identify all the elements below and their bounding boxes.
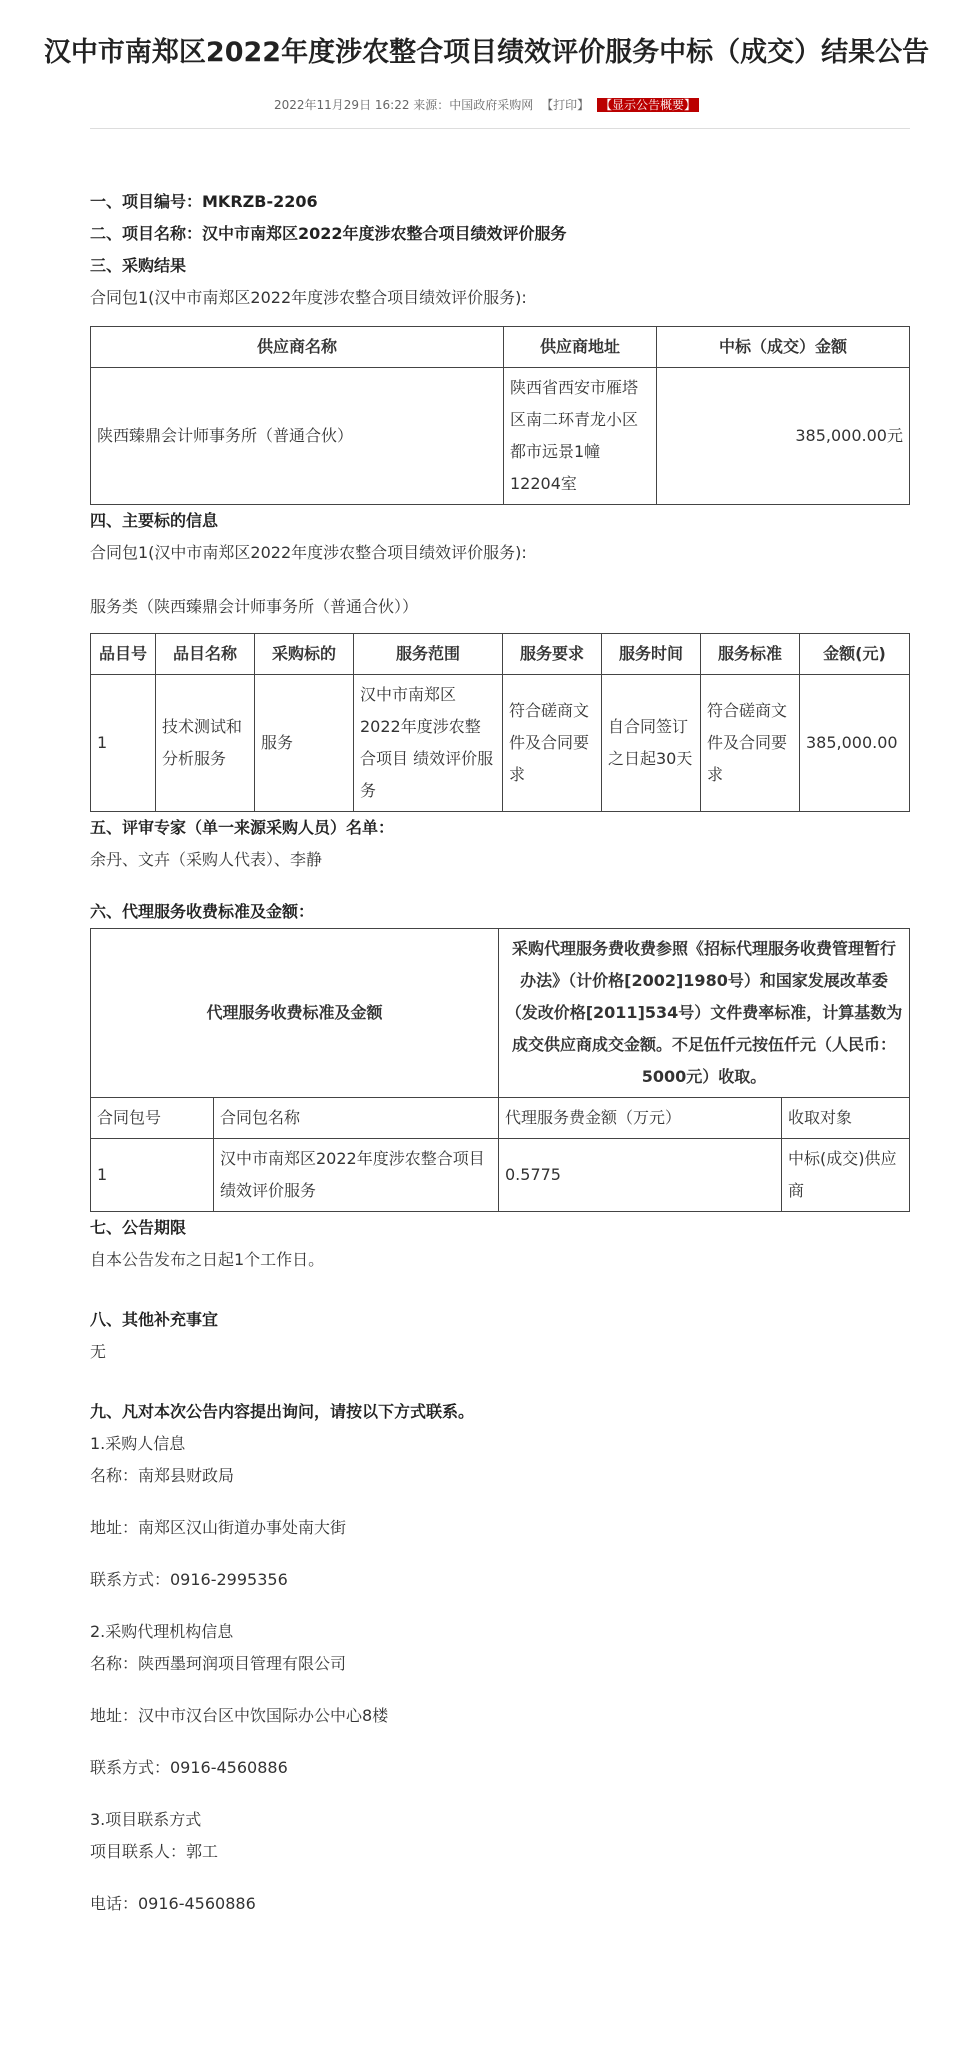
table-header: 服务标准 — [701, 634, 800, 675]
announcement-body — [90, 186, 910, 1920]
table-header: 服务时间 — [602, 634, 701, 675]
contact-title: 3.项目联系方式 — [90, 1810, 202, 1829]
other-matters-text: 无 — [90, 1342, 107, 1361]
service-requirement: 符合磋商文件及合同要求 — [503, 675, 602, 812]
table-header: 服务范围 — [354, 634, 503, 675]
item-amount: 385,000.00 — [800, 675, 910, 812]
award-amount: 385,000.00元 — [657, 368, 910, 505]
result-table — [90, 326, 910, 505]
expert-names: 余丹、文卉（采购人代表）、李静 — [90, 850, 323, 869]
page-title: 汉中市南郑区2022年度涉农整合项目绩效评价服务中标（成交）结果公告 — [43, 37, 930, 68]
contact-phone: 电话：0916-4560886 — [90, 1894, 256, 1913]
section-notice-period: 七、公告期限 — [90, 1218, 187, 1237]
summary-toggle-button[interactable]: 【显示公告概要】 — [597, 98, 699, 112]
notice-period-text: 自本公告发布之日起1个工作日。 — [90, 1250, 325, 1269]
fee-standard-text: 采购代理服务费收费参照《招标代理服务收费管理暂行办法》（计价格[2002]1980号）和国家发展改革委（发改价格[2011]534号）文件费率标准，计算基数为成交供应商成交金额。不足伍仟元按伍仟元（人民币：5000元）收取。 — [499, 929, 910, 1098]
section-project-name: 二、项目名称：汉中市南郑区2022年度涉农整合项目绩效评价服务 — [90, 224, 567, 243]
section-agency-fee: 六、代理服务收费标准及金额： — [90, 902, 315, 921]
section-result: 三、采购结果 — [90, 256, 187, 275]
table-row — [91, 368, 910, 505]
contact-person: 项目联系人：郭工 — [90, 1842, 219, 1861]
service-category: 服务类（陕西臻鼎会计师事务所（普通合伙）） — [90, 597, 419, 616]
package-name: 汉中市南郑区2022年度涉农整合项目绩效评价服务 — [214, 1139, 499, 1212]
table-row — [91, 675, 910, 812]
print-link[interactable]: 【打印】 — [541, 98, 590, 112]
item-name: 技术测试和分析服务 — [156, 675, 255, 812]
table-header: 供应商名称 — [91, 327, 504, 368]
purchaser-name: 名称：南郑县财政局 — [90, 1466, 235, 1485]
purchaser-address: 地址：南郑区汉山街道办事处南大街 — [90, 1518, 347, 1537]
table-header: 品目名称 — [156, 634, 255, 675]
agency-phone: 联系方式：0916-4560886 — [90, 1758, 288, 1777]
table-header-row — [91, 634, 910, 675]
table-header-row — [91, 327, 910, 368]
table-header: 合同包号 — [91, 1098, 214, 1139]
agency-name: 名称：陕西墨珂润项目管理有限公司 — [90, 1654, 347, 1673]
section-subject-info: 四、主要标的信息 — [90, 511, 219, 530]
table-row — [91, 1139, 910, 1212]
table-header: 合同包名称 — [214, 1098, 499, 1139]
table-header: 采购标的 — [255, 634, 354, 675]
purchaser-phone: 联系方式：0916-2995356 — [90, 1570, 288, 1589]
agency-title: 2.采购代理机构信息 — [90, 1622, 234, 1641]
purchaser-title: 1.采购人信息 — [90, 1434, 186, 1453]
fee-payer: 中标(成交)供应商 — [782, 1139, 910, 1212]
table-header: 中标（成交）金额 — [657, 327, 910, 368]
item-number: 1 — [91, 675, 156, 812]
table-header: 品目号 — [91, 634, 156, 675]
package-label: 合同包1(汉中市南郑区2022年度涉农整合项目绩效评价服务): — [90, 543, 527, 562]
section-experts: 五、评审专家（单一来源采购人员）名单： — [90, 818, 395, 837]
fee-standard-row — [91, 929, 910, 1098]
table-header: 金额(元) — [800, 634, 910, 675]
section-project-number: 一、项目编号：MKRZB-2206 — [90, 192, 318, 211]
package-label: 合同包1(汉中市南郑区2022年度涉农整合项目绩效评价服务): — [90, 288, 527, 307]
service-time: 自合同签订之日起30天 — [602, 675, 701, 812]
agency-fee-table — [90, 928, 910, 1212]
meta-line — [0, 96, 973, 113]
supplier-address: 陕西省西安市雁塔区南二环青龙小区都市远景1幢12204室 — [504, 368, 657, 505]
table-header-row — [91, 1098, 910, 1139]
procurement-subject: 服务 — [255, 675, 354, 812]
agency-fee-amount: 0.5775 — [499, 1139, 782, 1212]
source: 来源：中国政府采购网 — [413, 98, 534, 112]
table-header: 服务要求 — [503, 634, 602, 675]
subject-table — [90, 633, 910, 812]
agency-address: 地址：汉中市汉台区中饮国际办公中心8楼 — [90, 1706, 389, 1725]
fee-standard-header: 代理服务收费标准及金额 — [91, 929, 499, 1098]
section-other-matters: 八、其他补充事宜 — [90, 1310, 219, 1329]
table-header: 收取对象 — [782, 1098, 910, 1139]
section-contact: 九、凡对本次公告内容提出询问，请按以下方式联系。 — [90, 1402, 475, 1421]
publish-date: 2022年11月29日 16:22 — [273, 98, 410, 112]
supplier-name: 陕西臻鼎会计师事务所（普通合伙） — [91, 368, 504, 505]
service-scope: 汉中市南郑区2022年度涉农整合项目 绩效评价服务 — [354, 675, 503, 812]
package-number: 1 — [91, 1139, 214, 1212]
table-header: 供应商地址 — [504, 327, 657, 368]
divider — [90, 128, 910, 129]
service-standard: 符合磋商文件及合同要求 — [701, 675, 800, 812]
table-header: 代理服务费金额（万元） — [499, 1098, 782, 1139]
